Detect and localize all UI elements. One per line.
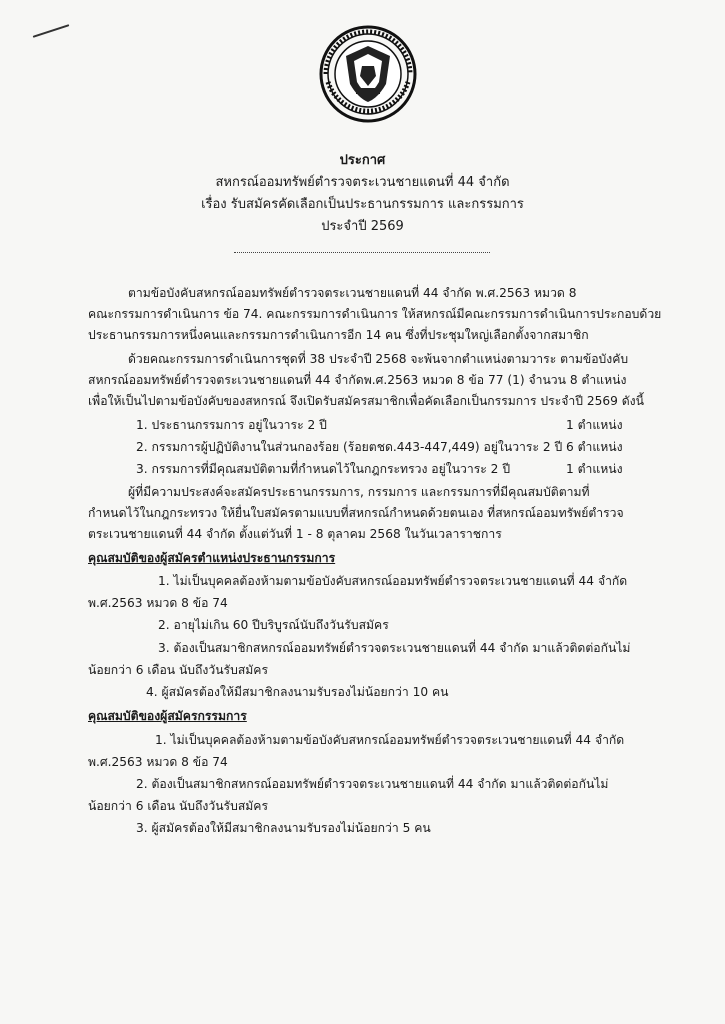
position-item: 3. กรรมการที่มีคุณสมบัติตามที่กำหนดไว้ในกฎกระทรวง อยู่ในวาระ 2 ปี xyxy=(136,462,511,476)
qualification-item: น้อยกว่า 6 เดือน นับถึงวันรับสมัคร xyxy=(88,799,268,813)
qualification-item: 1. ไม่เป็นบุคคลต้องห้ามตามข้อบังคับสหกรณ์ออมทรัพย์ตำรวจตระเวนชายแดนที่ 44 จำกัด xyxy=(158,574,628,588)
member-qualifications-heading: คุณสมบัติของผู้สมัครกรรมการ xyxy=(88,709,247,723)
paragraph-line: คณะกรรมการดำเนินการ ข้อ 74. คณะกรรมการดำเนินการ ให้สหกรณ์มีคณะกรรมการดำเนินการประกอบด้วย xyxy=(88,307,662,321)
position-count: 1 ตำแหน่ง xyxy=(566,462,623,476)
paragraph-line: สหกรณ์ออมทรัพย์ตำรวจตระเวนชายแดนที่ 44 จำกัดพ.ศ.2563 หมวด 8 ข้อ 77 (1) จำนวน 8 ตำแหน่ง xyxy=(88,373,627,387)
qualification-item: น้อยกว่า 6 เดือน นับถึงวันรับสมัคร xyxy=(88,663,268,677)
qualification-item: พ.ศ.2563 หมวด 8 ข้อ 74 xyxy=(88,596,228,610)
chairman-qualifications-heading: คุณสมบัติของผู้สมัครตำแหน่งประธานกรรมการ xyxy=(88,551,336,565)
paragraph-line: เพื่อให้เป็นไปตามข้อบังคับของสหกรณ์ จึงเปิดรับสมัครสมาชิกเพื่อคัดเลือกเป็นกรรมการ ประจำปี 2569 ดังนี้ xyxy=(88,394,644,408)
announcement-year: ประจำปี 2569 xyxy=(321,219,404,234)
dotted-divider xyxy=(234,252,490,253)
qualification-item: 2. อายุไม่เกิน 60 ปีบริบูรณ์นับถึงวันรับสมัคร xyxy=(158,618,389,632)
position-item: 2. กรรมการผู้ปฏิบัติงานในส่วนกองร้อย (ร้อยตชด.443-447,449) อยู่ในวาระ 2 ปี xyxy=(136,440,563,454)
qualification-item: 3. ต้องเป็นสมาชิกสหกรณ์ออมทรัพย์ตำรวจตระเวนชายแดนที่ 44 จำกัด มาแล้วติดต่อกันไม่ xyxy=(158,641,631,655)
announcement-subject: เรื่อง รับสมัครคัดเลือกเป็นประธานกรรมการ และกรรมการ xyxy=(201,197,524,212)
qualification-item: 3. ผู้สมัครต้องให้มีสมาชิกลงนามรับรองไม่น้อยกว่า 5 คน xyxy=(136,821,431,835)
qualification-item: 1. ไม่เป็นบุคคลต้องห้ามตามข้อบังคับสหกรณ์ออมทรัพย์ตำรวจตระเวนชายแดนที่ 44 จำกัด xyxy=(155,733,625,747)
paragraph-line: กำหนดไว้ในกฎกระทรวง ให้ยื่นใบสมัครตามแบบที่สหกรณ์กำหนดด้วยตนเอง ที่สหกรณ์ออมทรัพย์ตำรวจ xyxy=(88,506,624,520)
paragraph-line: ด้วยคณะกรรมการดำเนินการชุดที่ 38 ประจำปี 2568 จะพ้นจากตำแหน่งตามวาระ ตามข้อบังคับ xyxy=(128,352,629,366)
cooperative-seal-logo xyxy=(318,24,418,124)
pen-mark xyxy=(33,24,70,38)
qualification-item: 4. ผู้สมัครต้องให้มีสมาชิกลงนามรับรองไม่น้อยกว่า 10 คน xyxy=(146,685,449,699)
announcement-title: ประกาศ xyxy=(339,153,386,168)
organization-name: สหกรณ์ออมทรัพย์ตำรวจตระเวนชายแดนที่ 44 จำกัด xyxy=(215,175,510,190)
paragraph-line: ผู้ที่มีความประสงค์จะสมัครประธานกรรมการ, กรรมการ และกรรมการที่มีคุณสมบัติตามที่ xyxy=(128,485,590,499)
paragraph-line: ตามข้อบังคับสหกรณ์ออมทรัพย์ตำรวจตระเวนชายแดนที่ 44 จำกัด พ.ศ.2563 หมวด 8 xyxy=(128,286,577,300)
position-count: 1 ตำแหน่ง xyxy=(566,418,623,432)
position-count: 6 ตำแหน่ง xyxy=(566,440,623,454)
position-item: 1. ประธานกรรมการ อยู่ในวาระ 2 ปี xyxy=(136,418,327,432)
qualification-item: พ.ศ.2563 หมวด 8 ข้อ 74 xyxy=(88,755,228,769)
paragraph-line: ประธานกรรมการหนึ่งคนและกรรมการดำเนินการอีก 14 คน ซึ่งที่ประชุมใหญ่เลือกตั้งจากสมาชิก xyxy=(88,328,589,342)
paragraph-line: ตระเวนชายแดนที่ 44 จำกัด ตั้งแต่วันที่ 1 - 8 ตุลาคม 2568 ในวันเวลาราชการ xyxy=(88,527,502,541)
qualification-item: 2. ต้องเป็นสมาชิกสหกรณ์ออมทรัพย์ตำรวจตระเวนชายแดนที่ 44 จำกัด มาแล้วติดต่อกันไม่ xyxy=(136,777,609,791)
